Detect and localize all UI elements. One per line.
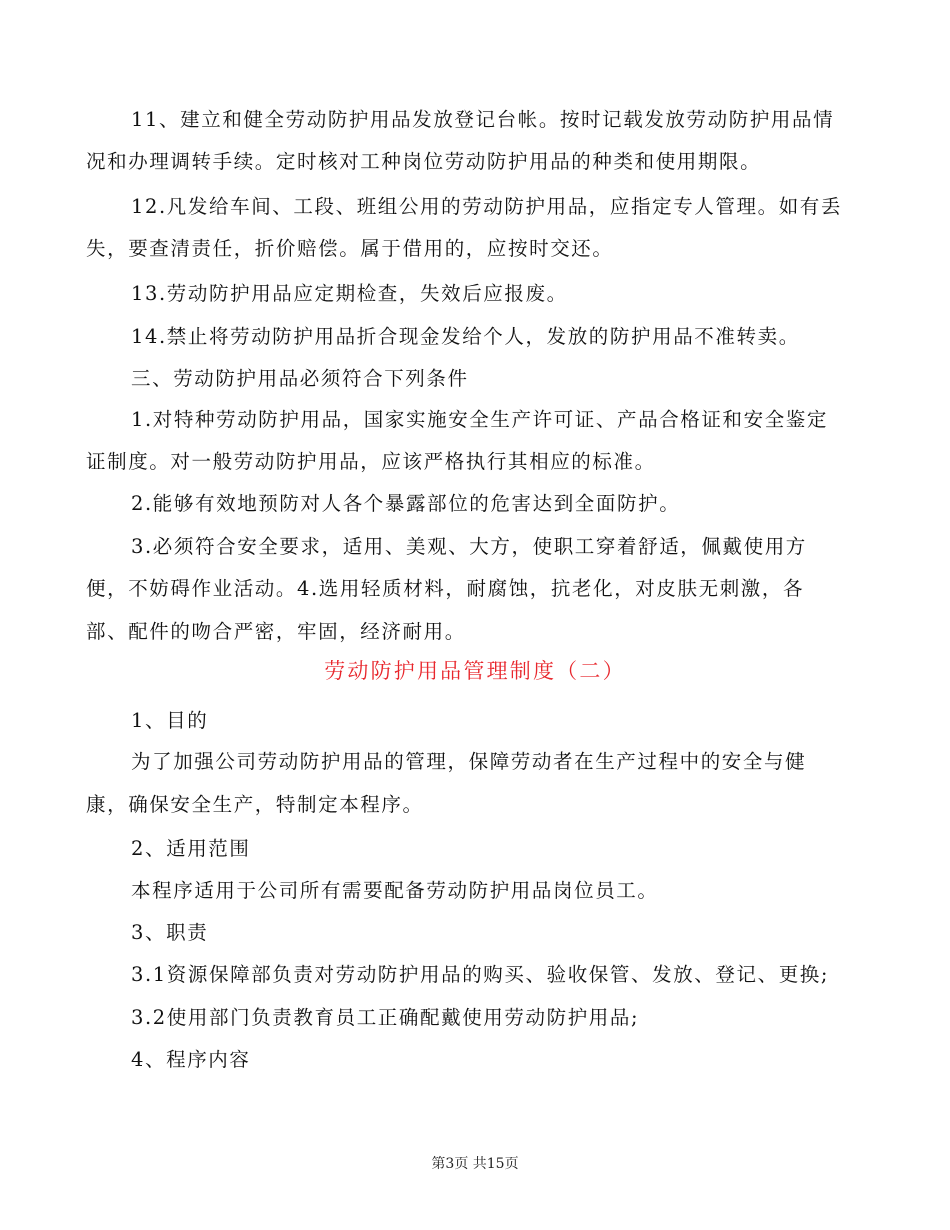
- paragraph-line: 3.2使用部门负责教育员工正确配戴使用劳动防护用品;: [131, 1006, 640, 1029]
- paragraph-line: 为了加强公司劳动防护用品的管理，保障劳动者在生产过程中的安全与健: [131, 750, 807, 773]
- paragraph-line: 3.必须符合安全要求，适用、美观、大方，使职工穿着舒适，佩戴使用方: [131, 535, 807, 558]
- paragraph-line: 1.对特种劳动防护用品，国家实施安全生产许可证、产品合格证和安全鉴定: [131, 408, 829, 431]
- paragraph-line: 12.凡发给车间、工段、班组公用的劳动防护用品，应指定专人管理。如有丢: [131, 195, 843, 218]
- section-heading: 3、职责: [131, 921, 209, 944]
- section-heading: 2、适用范围: [131, 837, 251, 860]
- paragraph-line: 失，要查清责任，折价赔偿。属于借用的，应按时交还。: [86, 237, 614, 260]
- document-title: 劳动防护用品管理制度（二）: [324, 659, 626, 683]
- paragraph-line: 2.能够有效地预防对人各个暴露部位的危害达到全面防护。: [131, 492, 681, 515]
- section-heading: 三、劳动防护用品必须符合下列条件: [131, 367, 469, 390]
- paragraph-line: 证制度。对一般劳动防护用品，应该严格执行其相应的标准。: [86, 450, 656, 473]
- section-heading: 1、目的: [131, 709, 209, 732]
- paragraph-line: 康，确保安全生产，特制定本程序。: [86, 793, 424, 816]
- paragraph-line: 部、配件的吻合严密，牢固，经济耐用。: [86, 620, 466, 643]
- paragraph-line: 便，不妨碍作业活动。4.选用轻质材料，耐腐蚀，抗老化，对皮肤无刺激，各: [86, 577, 805, 600]
- paragraph-line: 11、建立和健全劳动防护用品发放登记台帐。按时记载发放劳动防护用品情: [131, 108, 835, 131]
- paragraph-line: 况和办理调转手续。定时核对工种岗位劳动防护用品的种类和使用期限。: [86, 150, 762, 173]
- paragraph-line: 13.劳动防护用品应定期检查，失效后应报废。: [131, 282, 568, 305]
- paragraph-line: 3.1资源保障部负责对劳动防护用品的购买、验收保管、发放、登记、更换;: [131, 963, 830, 986]
- paragraph-line: 本程序适用于公司所有需要配备劳动防护用品岗位员工。: [131, 879, 659, 902]
- page-number: 第3页 共15页: [431, 1156, 519, 1172]
- paragraph-line: 14.禁止将劳动防护用品折合现金发给个人，发放的防护用品不准转卖。: [131, 325, 800, 348]
- section-heading: 4、程序内容: [131, 1048, 251, 1071]
